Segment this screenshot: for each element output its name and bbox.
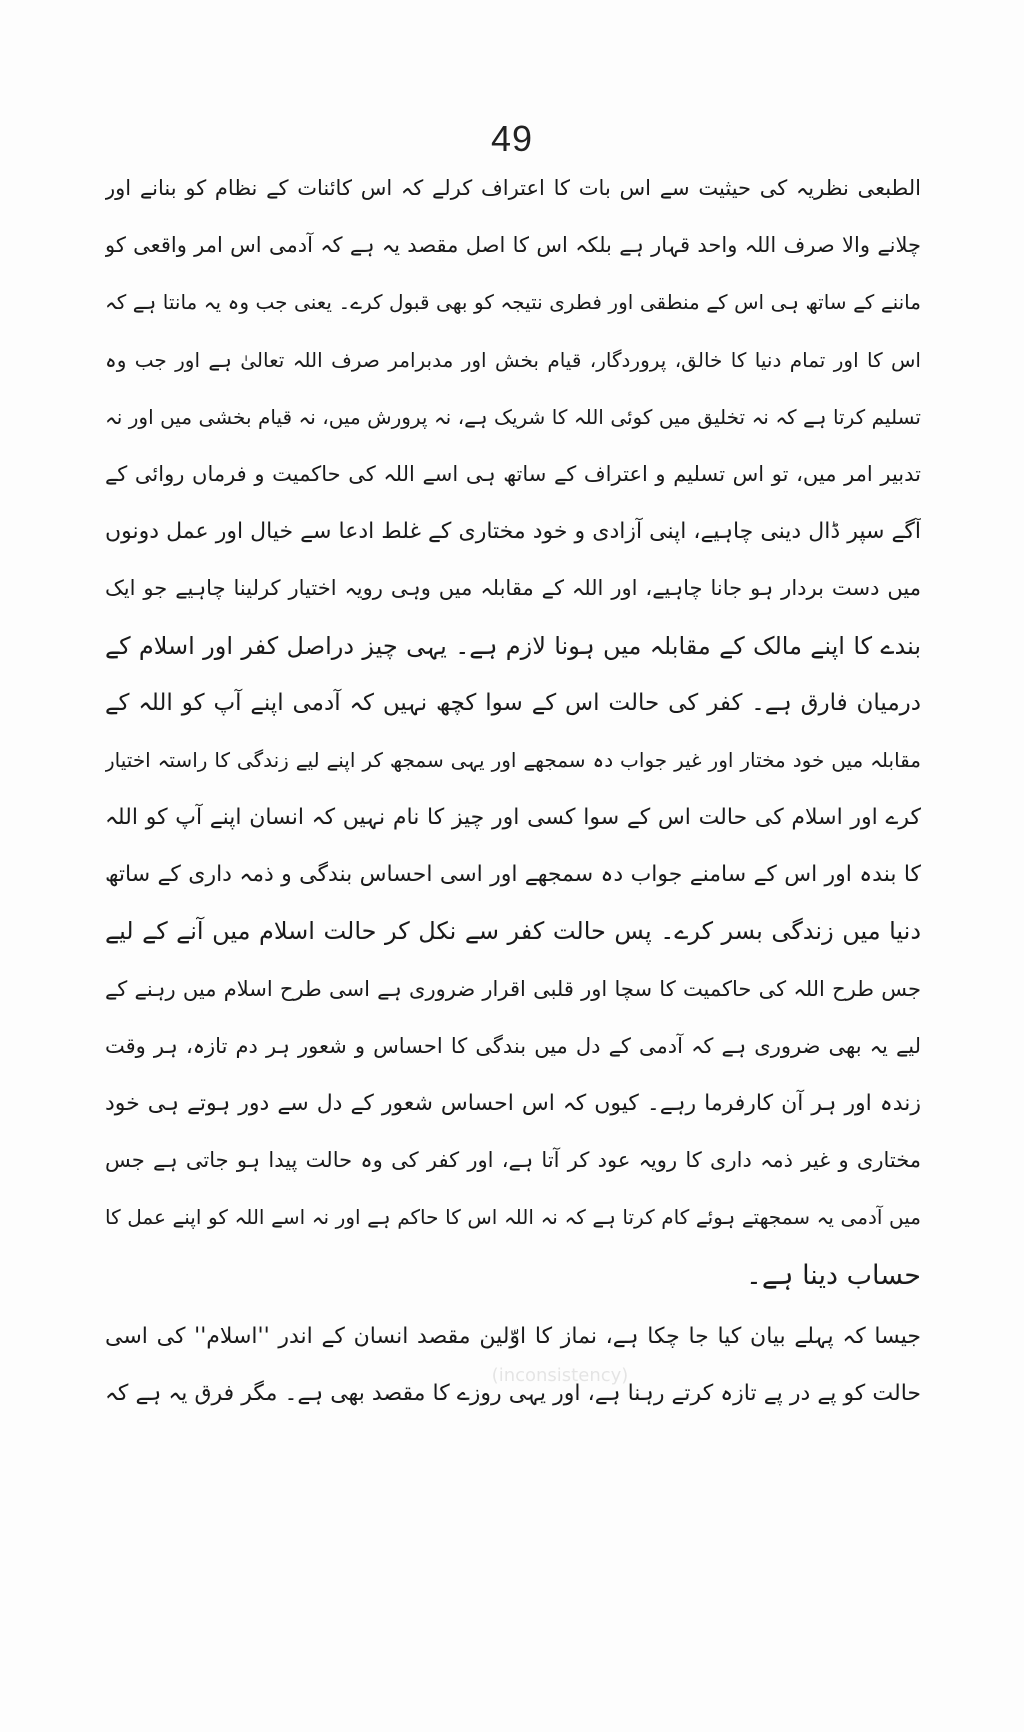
text-line: آگے سپر ڈال دینی چاہیے، اپنی آزادی و خود مختاری کے غلط ادعا سے خیال اور عمل دونوں [105, 519, 921, 545]
text-line: حالت کو پے در پے تازہ کرتے رہنا ہے، اور یہی روزے کا مقصد بھی ہے۔ مگر فرق یہ ہے کہ [105, 1380, 921, 1406]
text-line: بندے کا اپنے مالک کے مقابلہ میں ہونا لازم ہے۔ یہی چیز دراصل کفر اور اسلام کے [105, 631, 921, 660]
text-line: ماننے کے ساتھ ہی اس کے منطقی اور فطری نتیجہ کو بھی قبول کرے۔ یعنی جب وہ یہ مانتا ہے کہ [105, 290, 921, 315]
text-line: زندہ اور ہر آن کارفرما رہے۔ کیوں کہ اس احساس شعور کے دل سے دور ہوتے ہی خود [105, 1091, 921, 1116]
show-through-text: (inconsistency) [491, 1365, 629, 1386]
text-line: اس کا اور تمام دنیا کا خالق، پروردگار، قیام بخش اور مدبرامر صرف اللہ تعالیٰ ہے اور جب وہ [105, 347, 921, 372]
paragraph-2 [105, 1308, 921, 1422]
text-line: میں آدمی یہ سمجھتے ہوئے کام کرتا ہے کہ نہ اللہ اس کا حاکم ہے اور نہ اسے اللہ کو اپنے عمل کا [105, 1205, 921, 1230]
text-line: حساب دینا ہے۔ [746, 1259, 921, 1291]
text-line: تسلیم کرتا ہے کہ نہ تخلیق میں کوئی اللہ کا شریک ہے، نہ پرورش میں، نہ قیام بخشی میں اور نہ [105, 404, 921, 429]
text-line: کا بندہ اور اس کے سامنے جواب دہ سمجھے اور اسی احساس بندگی و ذمہ داری کے ساتھ [105, 862, 921, 888]
body-text [105, 160, 921, 1422]
text-line: درمیان فارق ہے۔ کفر کی حالت اس کے سوا کچھ نہیں کہ آدمی اپنے آپ کو اللہ کے [105, 689, 921, 716]
text-line: تدبیر امر میں، تو اس تسلیم و اعتراف کے ساتھ ہی اسے اللہ کی حاکمیت و فرماں روائی کے [105, 461, 921, 486]
text-line: جیسا کہ پہلے بیان کیا جا چکا ہے، نماز کا اوّلین مقصد انسان کے اندر ''اسلام'' کی اسی [105, 1323, 921, 1349]
text-line: مقابلہ میں خود مختار اور غیر جواب دہ سمجھے اور یہی سمجھ کر اپنے لیے زندگی کا راستہ اختیار [105, 747, 921, 772]
text-line: جس طرح اللہ کی حاکمیت کا سچا اور قلبی اقرار ضروری ہے اسی طرح اسلام میں رہنے کے [105, 976, 921, 1001]
text-line: الطبعی نظریہ کی حیثیت سے اس بات کا اعتراف کرلے کہ اس کائنات کے نظام کو بنانے اور [105, 176, 921, 200]
paragraph-1 [105, 160, 921, 1304]
text-line: میں دست بردار ہو جانا چاہیے، اور اللہ کے مقابلہ میں وہی رویہ اختیار کرلینا چاہیے جو ایک [105, 576, 921, 601]
text-line: لیے یہ بھی ضروری ہے کہ آدمی کے دل میں بندگی کا احساس و شعور ہر دم تازہ، ہر وقت [105, 1033, 921, 1058]
page-number: 49 [490, 118, 534, 159]
text-line: کرے اور اسلام کی حالت اس کے سوا کسی اور چیز کا نام نہیں کہ انسان اپنے آپ کو اللہ [105, 805, 921, 831]
text-line: مختاری و غیر ذمہ داری کا رویہ عود کر آتا ہے، اور کفر کی وہ حالت پیدا ہو جاتی ہے جس [105, 1148, 921, 1173]
text-line: دنیا میں زندگی بسر کرے۔ پس حالت کفر سے نکل کر حالت اسلام میں آنے کے لیے [105, 917, 921, 946]
text-line: چلانے والا صرف اللہ واحد قہار ہے بلکہ اس کا اصل مقصد یہ ہے کہ آدمی اس امر واقعی کو [105, 233, 921, 258]
